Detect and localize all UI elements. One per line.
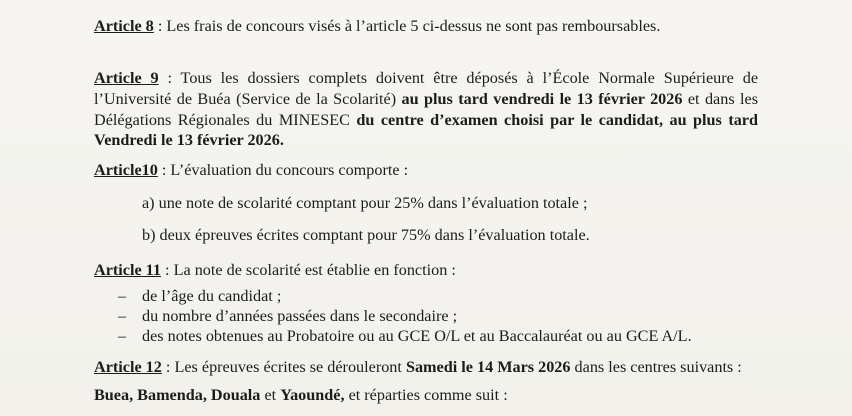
article-12-text-end: dans les centres suivants :: [570, 358, 742, 376]
article-9-deadline-date: Vendredi le 13 février 2026.: [94, 131, 284, 149]
list-item-text: du nombre d’années passées dans le secondaire ;: [142, 307, 458, 325]
article-10-paragraph: [94, 160, 408, 180]
article-12-centre-yaounde: Yaoundé,: [280, 386, 345, 404]
bullet-dash: –: [118, 307, 127, 325]
article-9-line-2: [94, 89, 758, 109]
article-12-label: Article 12: [94, 358, 162, 376]
list-item: [118, 306, 457, 326]
list-item-text: de l’âge du candidat ;: [142, 287, 282, 305]
article-9-line-4: [94, 130, 284, 150]
article-9-deadline-minesec: du centre d’examen choisi par le candidat, au plus tard: [356, 111, 758, 129]
article-9-line-1-text: : Tous les dossiers complets doivent être déposés à l’École Normale Supérieure de: [158, 69, 758, 87]
article-12-text: : Les épreuves écrites se dérouleront: [161, 358, 406, 376]
article-12-centres: Buea, Bamenda, Douala: [94, 386, 261, 404]
article-9-line-2-end: et dans les: [682, 90, 759, 108]
article-10-text: : L’évaluation du concours comporte :: [157, 161, 409, 179]
article-12-and: et: [260, 386, 281, 404]
article-12-paragraph: [94, 357, 742, 377]
bullet-dash: –: [118, 327, 127, 345]
article-12-exam-date: Samedi le 14 Mars 2026: [405, 358, 571, 376]
article-8-label: Article 8: [94, 17, 154, 35]
list-item: [118, 326, 692, 346]
article-9-line-3: [94, 110, 758, 130]
article-9-label: Article 9: [94, 69, 159, 87]
article-9-line-1: [94, 68, 758, 88]
list-item: [118, 286, 281, 306]
article-12-line-2-end: et réparties comme suit :: [344, 386, 508, 404]
article-12-line-2: [94, 385, 508, 405]
article-10-item-a: a) une note de scolarité comptant pour 25% dans l’évaluation totale ;: [142, 194, 588, 212]
article-8-paragraph: [94, 16, 660, 36]
article-10-item-b: b) deux épreuves écrites comptant pour 75% dans l’évaluation totale.: [142, 226, 590, 244]
bullet-dash: –: [118, 287, 127, 305]
list-item-text: des notes obtenues au Probatoire ou au GCE O/L et au Baccalauréat ou au GCE A/L.: [142, 327, 692, 345]
article-8-text: : Les frais de concours visés à l’article 5 ci-dessus ne sont pas remboursables.: [153, 17, 661, 35]
article-9-line-3-text: Délégations Régionales du MINESEC: [94, 111, 357, 129]
article-10-label: Article10: [94, 161, 158, 179]
article-11-text: : La note de scolarité est établie en fonction :: [160, 261, 456, 279]
article-11-paragraph: [94, 260, 456, 280]
article-11-label: Article 11: [94, 261, 161, 279]
article-9-deadline-ens: au plus tard vendredi le 13 février 2026: [401, 90, 683, 108]
article-9-line-2-text: l’Université de Buéa (Service de la Scolarité): [94, 90, 402, 108]
